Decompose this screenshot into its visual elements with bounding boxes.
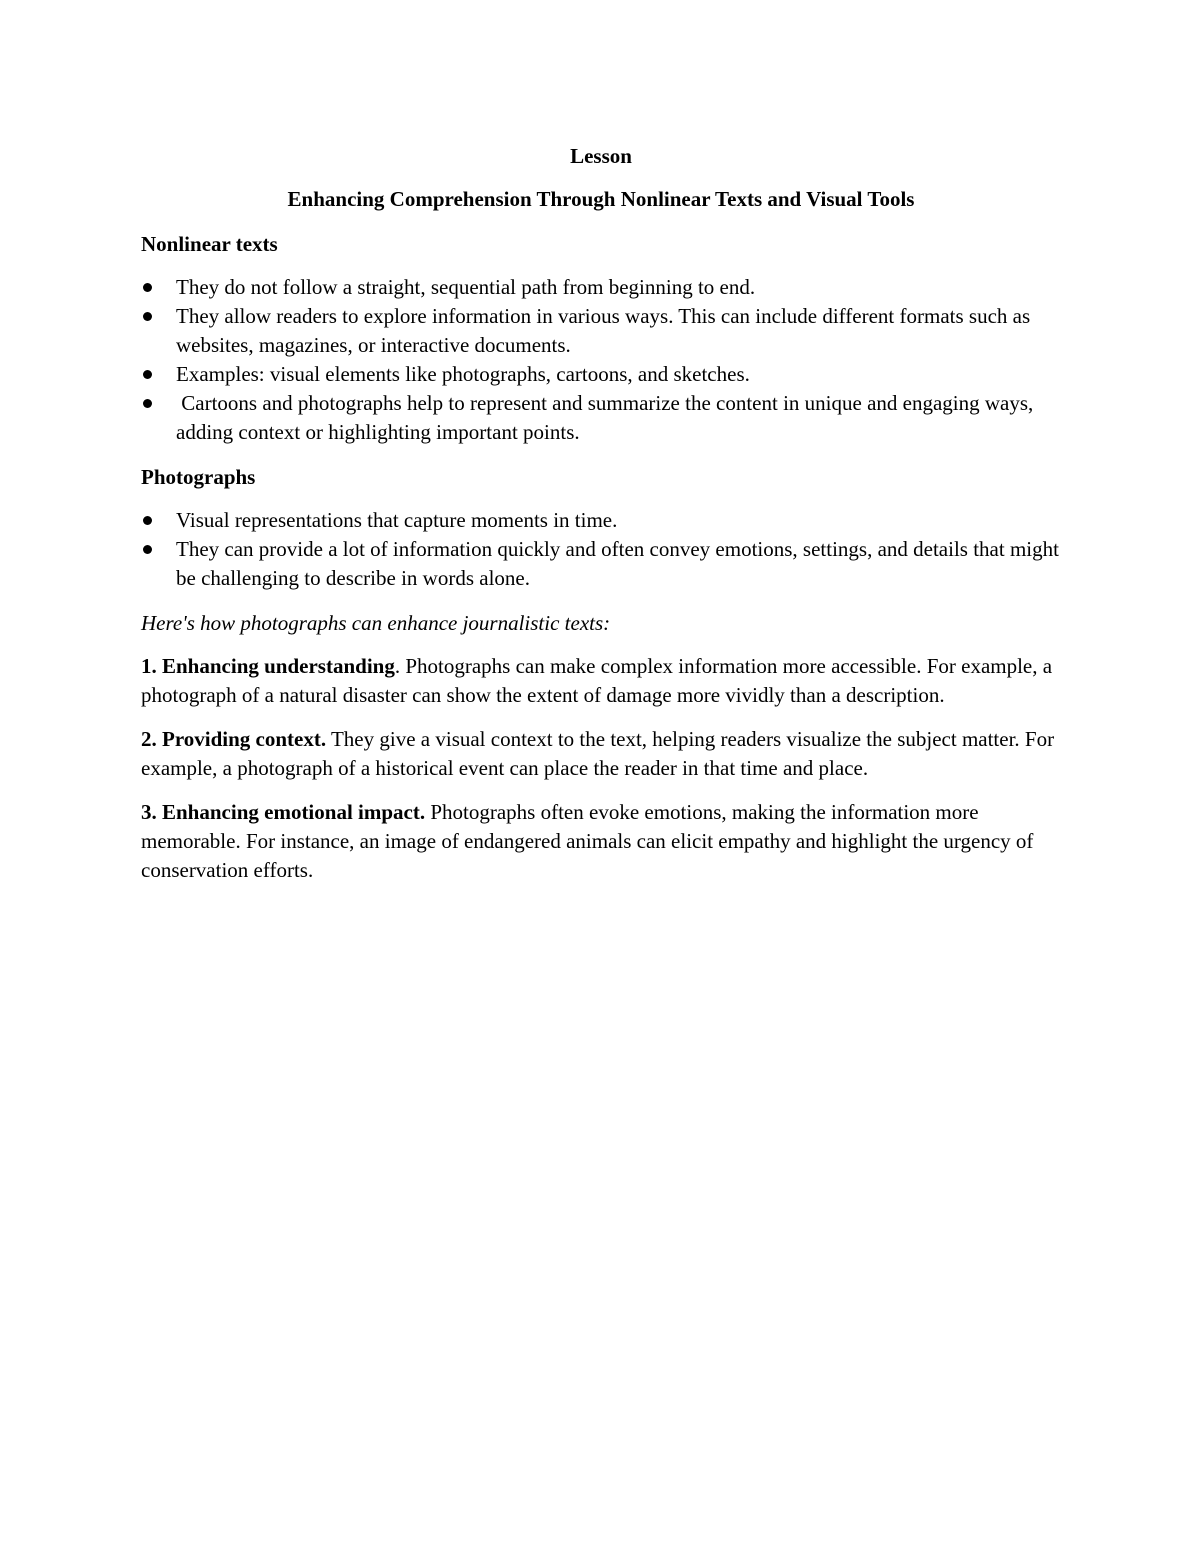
- list-item-text: Examples: visual elements like photographs, cartoons, and sketches.: [176, 362, 750, 386]
- list-item: [141, 535, 1061, 593]
- list-item: [141, 302, 1061, 360]
- page-title: Enhancing Comprehension Through Nonlinear Texts and Visual Tools: [287, 187, 915, 211]
- list-item: [141, 389, 1061, 447]
- list-item-text: They allow readers to explore information in various ways. This can include different formats such as websites, magazines, or interactive documents.: [176, 304, 1031, 357]
- list-item-text: They do not follow a straight, sequential path from beginning to end.: [176, 275, 756, 299]
- point-label: 1. Enhancing understanding: [141, 654, 395, 678]
- photographs-heading: Photographs: [141, 465, 256, 489]
- bullet-icon: [143, 312, 152, 321]
- bullet-icon: [143, 370, 152, 379]
- list-item-text: They can provide a lot of information quickly and often convey emotions, settings, and details that might be challenging to describe in words alone.: [176, 537, 1059, 590]
- point-paragraph: [141, 725, 1061, 783]
- list-item: [141, 360, 1061, 389]
- point-text: . Photographs can make complex information more accessible. For example, a photograph of a natural disaster can show the extent of damage more vividly than a description.: [141, 654, 1053, 707]
- bullet-icon: [143, 283, 152, 292]
- point-label: 3. Enhancing emotional impact.: [141, 800, 426, 824]
- photographs-list: [141, 506, 1061, 593]
- list-item-text: Visual representations that capture moments in time.: [176, 508, 618, 532]
- journalistic-intro: Here's how photographs can enhance journalistic texts:: [141, 611, 611, 635]
- point-paragraph: [141, 798, 1061, 885]
- point-text: They give a visual context to the text, helping readers visualize the subject matter. For example, a photograph of a historical event can place the reader in that time and place.: [141, 727, 1060, 780]
- nonlinear-texts-heading: Nonlinear texts: [141, 232, 278, 256]
- list-item-text: Cartoons and photographs help to represent and summarize the content in unique and engaging ways, adding context or highlighting important points.: [176, 391, 1039, 444]
- bullet-icon: [143, 399, 152, 408]
- document-body: [141, 142, 1061, 900]
- point-paragraph: [141, 652, 1061, 710]
- point-text: Photographs often evoke emotions, making the information more memorable. For instance, an image of endangered animals can elicit empathy and highlight the urgency of conservation efforts.: [141, 800, 1039, 882]
- bullet-icon: [143, 545, 152, 554]
- point-label: 2. Providing context.: [141, 727, 327, 751]
- list-item: [141, 273, 1061, 302]
- list-item: [141, 506, 1061, 535]
- bullet-icon: [143, 516, 152, 525]
- lesson-label: Lesson: [570, 144, 632, 168]
- nonlinear-texts-list: [141, 273, 1061, 447]
